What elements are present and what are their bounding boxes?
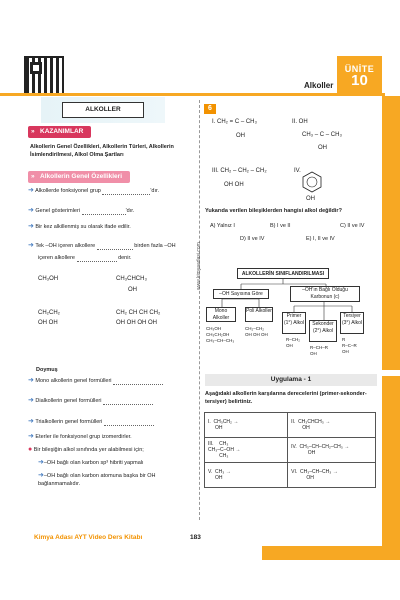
question-text: Yukarıda verilen bileşiklerden hangisi alkol değildir?	[205, 208, 342, 214]
unit-badge	[337, 56, 382, 96]
sub-2	[38, 472, 193, 488]
table-cell[interactable]: IV. CH₃–CH–CH₂–CH₃ → OH	[288, 438, 376, 463]
unit-number: 10	[351, 72, 368, 89]
arrow-icon: ➜	[28, 433, 34, 440]
blank[interactable]	[102, 194, 150, 195]
objectives-text: Alkollerin Genel Özellikleri, Alkollerin Türleri, Alkollerin İsimlendirilmesi, Alkol Olma Şartları	[30, 144, 174, 158]
tree-poli-examples: CH₂–CH₂ OH OH OH	[245, 326, 268, 337]
tree-poli: Poli Alkoller	[245, 307, 273, 322]
item2-5-text: Bir bileşiğin alkol sınıfında yer alabilmesi için;	[33, 447, 144, 453]
item2-3-text: Trialkollerin genel formülleri	[35, 419, 103, 425]
item2-4	[28, 433, 193, 441]
item2-1-text: Mono alkollerin genel formülleri	[35, 378, 112, 384]
uygulama-text: Aşağıdaki alkollerin karşılarına derecelerini (primer-sekonder-tersiyer) belirtiniz.	[205, 391, 367, 405]
item-4b	[38, 254, 198, 262]
tree-right-head: –OH'ın Bağlı Olduğu Karbonun (c)	[290, 286, 360, 302]
item2-3	[28, 418, 193, 426]
tree-left-head: –OH Sayısına Göre	[213, 289, 269, 299]
tree-primer: Primer (1°) Alkol	[282, 312, 306, 334]
item-4	[28, 242, 193, 250]
tree-sekonder-example: R–CH–R OH	[310, 345, 329, 356]
page-number: 183	[190, 534, 201, 541]
genel-ozellikler-tag: » Alkollerin Genel Özellikleri	[28, 171, 130, 183]
molecule-2-oh: OH	[128, 287, 137, 293]
qr-code[interactable]	[24, 56, 64, 96]
table-cell[interactable]: III. CH₃ CH₃–C–OH → CH₃	[205, 438, 288, 463]
bottom-bar	[262, 546, 400, 560]
item-1-suffix: 'dır.	[150, 188, 160, 194]
kazanimlar-tag: » KAZANIMLAR	[28, 126, 91, 138]
table-cell[interactable]: II. CH₃CHCH₃ → OH	[288, 413, 376, 438]
unit-label: ÜNİTE	[344, 64, 375, 74]
item-3-text: Bir kez alkillenmiş su olarak ifade edilir.	[35, 224, 131, 230]
tree-tersiyer-example: R R–C–R OH	[342, 337, 357, 354]
struct-3: III. CH₂ – CH₂ – CH₂	[212, 168, 267, 174]
arrow-icon: ➜	[38, 472, 44, 479]
blank[interactable]	[82, 214, 126, 215]
struct-3-oh: OH OH	[224, 182, 244, 188]
bullet-icon: ●	[28, 446, 33, 453]
item2-4-text: Eterler ile fonksiyonel grup izomerdirler.	[35, 434, 132, 440]
column-divider	[199, 100, 200, 520]
molecule-4: CH₂ CH CH CH₂	[116, 310, 161, 316]
item-1	[28, 187, 193, 195]
blank[interactable]	[97, 249, 133, 250]
arrow-icon: ➜	[38, 459, 44, 466]
option-a[interactable]: A) Yalnız I	[210, 223, 235, 229]
sub-2-text: –OH bağlı olan karbon atomuna başka bir OH bağlanmamalıdır.	[38, 473, 156, 487]
item-4b-text: içeren alkollere	[38, 255, 75, 261]
table-cell[interactable]: V. CH₃ → OH	[205, 463, 288, 488]
struct-4-label: IV.	[294, 168, 301, 174]
item2-5	[28, 446, 193, 454]
header-rule	[0, 93, 385, 96]
tree-connectors	[204, 278, 374, 328]
molecule-2: CH₃CHCH₃	[116, 276, 147, 282]
blank[interactable]	[103, 404, 153, 405]
sub-1	[38, 459, 193, 467]
section-box-title: ALKOLLER	[62, 102, 144, 118]
blank[interactable]	[77, 261, 117, 262]
option-d[interactable]: D) II ve IV	[240, 236, 265, 242]
tree-title: ALKOLLERİN SINIFLANDIRILMASI	[237, 268, 329, 279]
item2-1	[28, 377, 193, 385]
struct-2-main: CH₃ – C – CH₃	[302, 132, 342, 138]
molecule-3: CH₂CH₂	[38, 310, 60, 316]
side-bar	[382, 96, 400, 556]
molecule-1: CH₃OH	[38, 276, 59, 282]
uygulama-title: Uygulama - 1	[205, 374, 377, 386]
uygulama-table	[204, 412, 376, 488]
item-2	[28, 207, 193, 215]
item2-2-text: Dialkollerin genel formülleri	[35, 398, 102, 404]
struct-1: I. CH₂ = C – CH₃	[212, 119, 257, 125]
molecule-4-oh: OH OH OH OH	[116, 320, 158, 326]
tree-mono: Mono Alkoller	[206, 307, 236, 322]
arrow-icon: ➜	[28, 377, 34, 384]
item-3	[28, 223, 193, 231]
option-e[interactable]: E) I, II ve IV	[306, 236, 335, 242]
arrow-icon: ➜	[28, 418, 34, 425]
struct-4-oh: OH	[306, 196, 315, 202]
item-2-suffix: 'dır.	[125, 208, 135, 214]
arrow-icon: ➜	[28, 187, 34, 194]
struct-2: II. OH	[292, 119, 308, 125]
option-c[interactable]: C) II ve IV	[340, 223, 365, 229]
side-notch	[382, 370, 400, 376]
tree-primer-example: R–CH₂ OH	[286, 337, 300, 348]
watermark-text: www.kimyaadasi.com	[196, 242, 202, 290]
table-cell[interactable]: VI. CH₃–CH–CH₃ → OH	[288, 463, 376, 488]
blank[interactable]	[104, 425, 154, 426]
chapter-title: Alkoller	[304, 81, 334, 90]
book-title: Kimya Adası AYT Video Ders Kitabı	[34, 534, 143, 541]
option-b[interactable]: B) I ve II	[270, 223, 291, 229]
item2-2	[28, 397, 193, 405]
struct-2-oh: OH	[318, 145, 327, 151]
item-4-suffix: birden fazla –OH	[134, 243, 176, 249]
tree-tersiyer: Tersiyer (3°) Alkol	[340, 312, 364, 334]
arrow-icon: ➜	[28, 223, 34, 230]
doymus-label: Doymuş	[36, 367, 58, 373]
item-1-text: Alkollerde fonksiyonel grup	[35, 188, 101, 194]
item-4-text: Tek –OH içeren alkollere	[35, 243, 96, 249]
molecule-3-oh: OH OH	[38, 320, 58, 326]
blank[interactable]	[113, 384, 163, 385]
tree-mono-examples: CH₃OH CH₃CH₂OH CH₃–CH–CH₃	[206, 326, 235, 343]
item-4b-suffix: denir.	[118, 255, 132, 261]
arrow-icon: ➜	[28, 207, 34, 214]
question-number: 6	[204, 104, 216, 114]
tree-sekonder: Sekonder (2°) Alkol	[309, 320, 337, 342]
arrow-icon: ➜	[28, 397, 34, 404]
sub-1-text: –OH bağlı olan karbon sp³ hibriti yapmalı	[43, 460, 144, 466]
item-2-text: Genel gösterimleri	[35, 208, 81, 214]
struct-1-oh: OH	[236, 133, 245, 139]
arrow-icon: ➜	[28, 242, 34, 249]
benzene-ring-icon	[300, 170, 324, 194]
table-cell[interactable]: I. CH₃CH₂ → OH	[205, 413, 288, 438]
